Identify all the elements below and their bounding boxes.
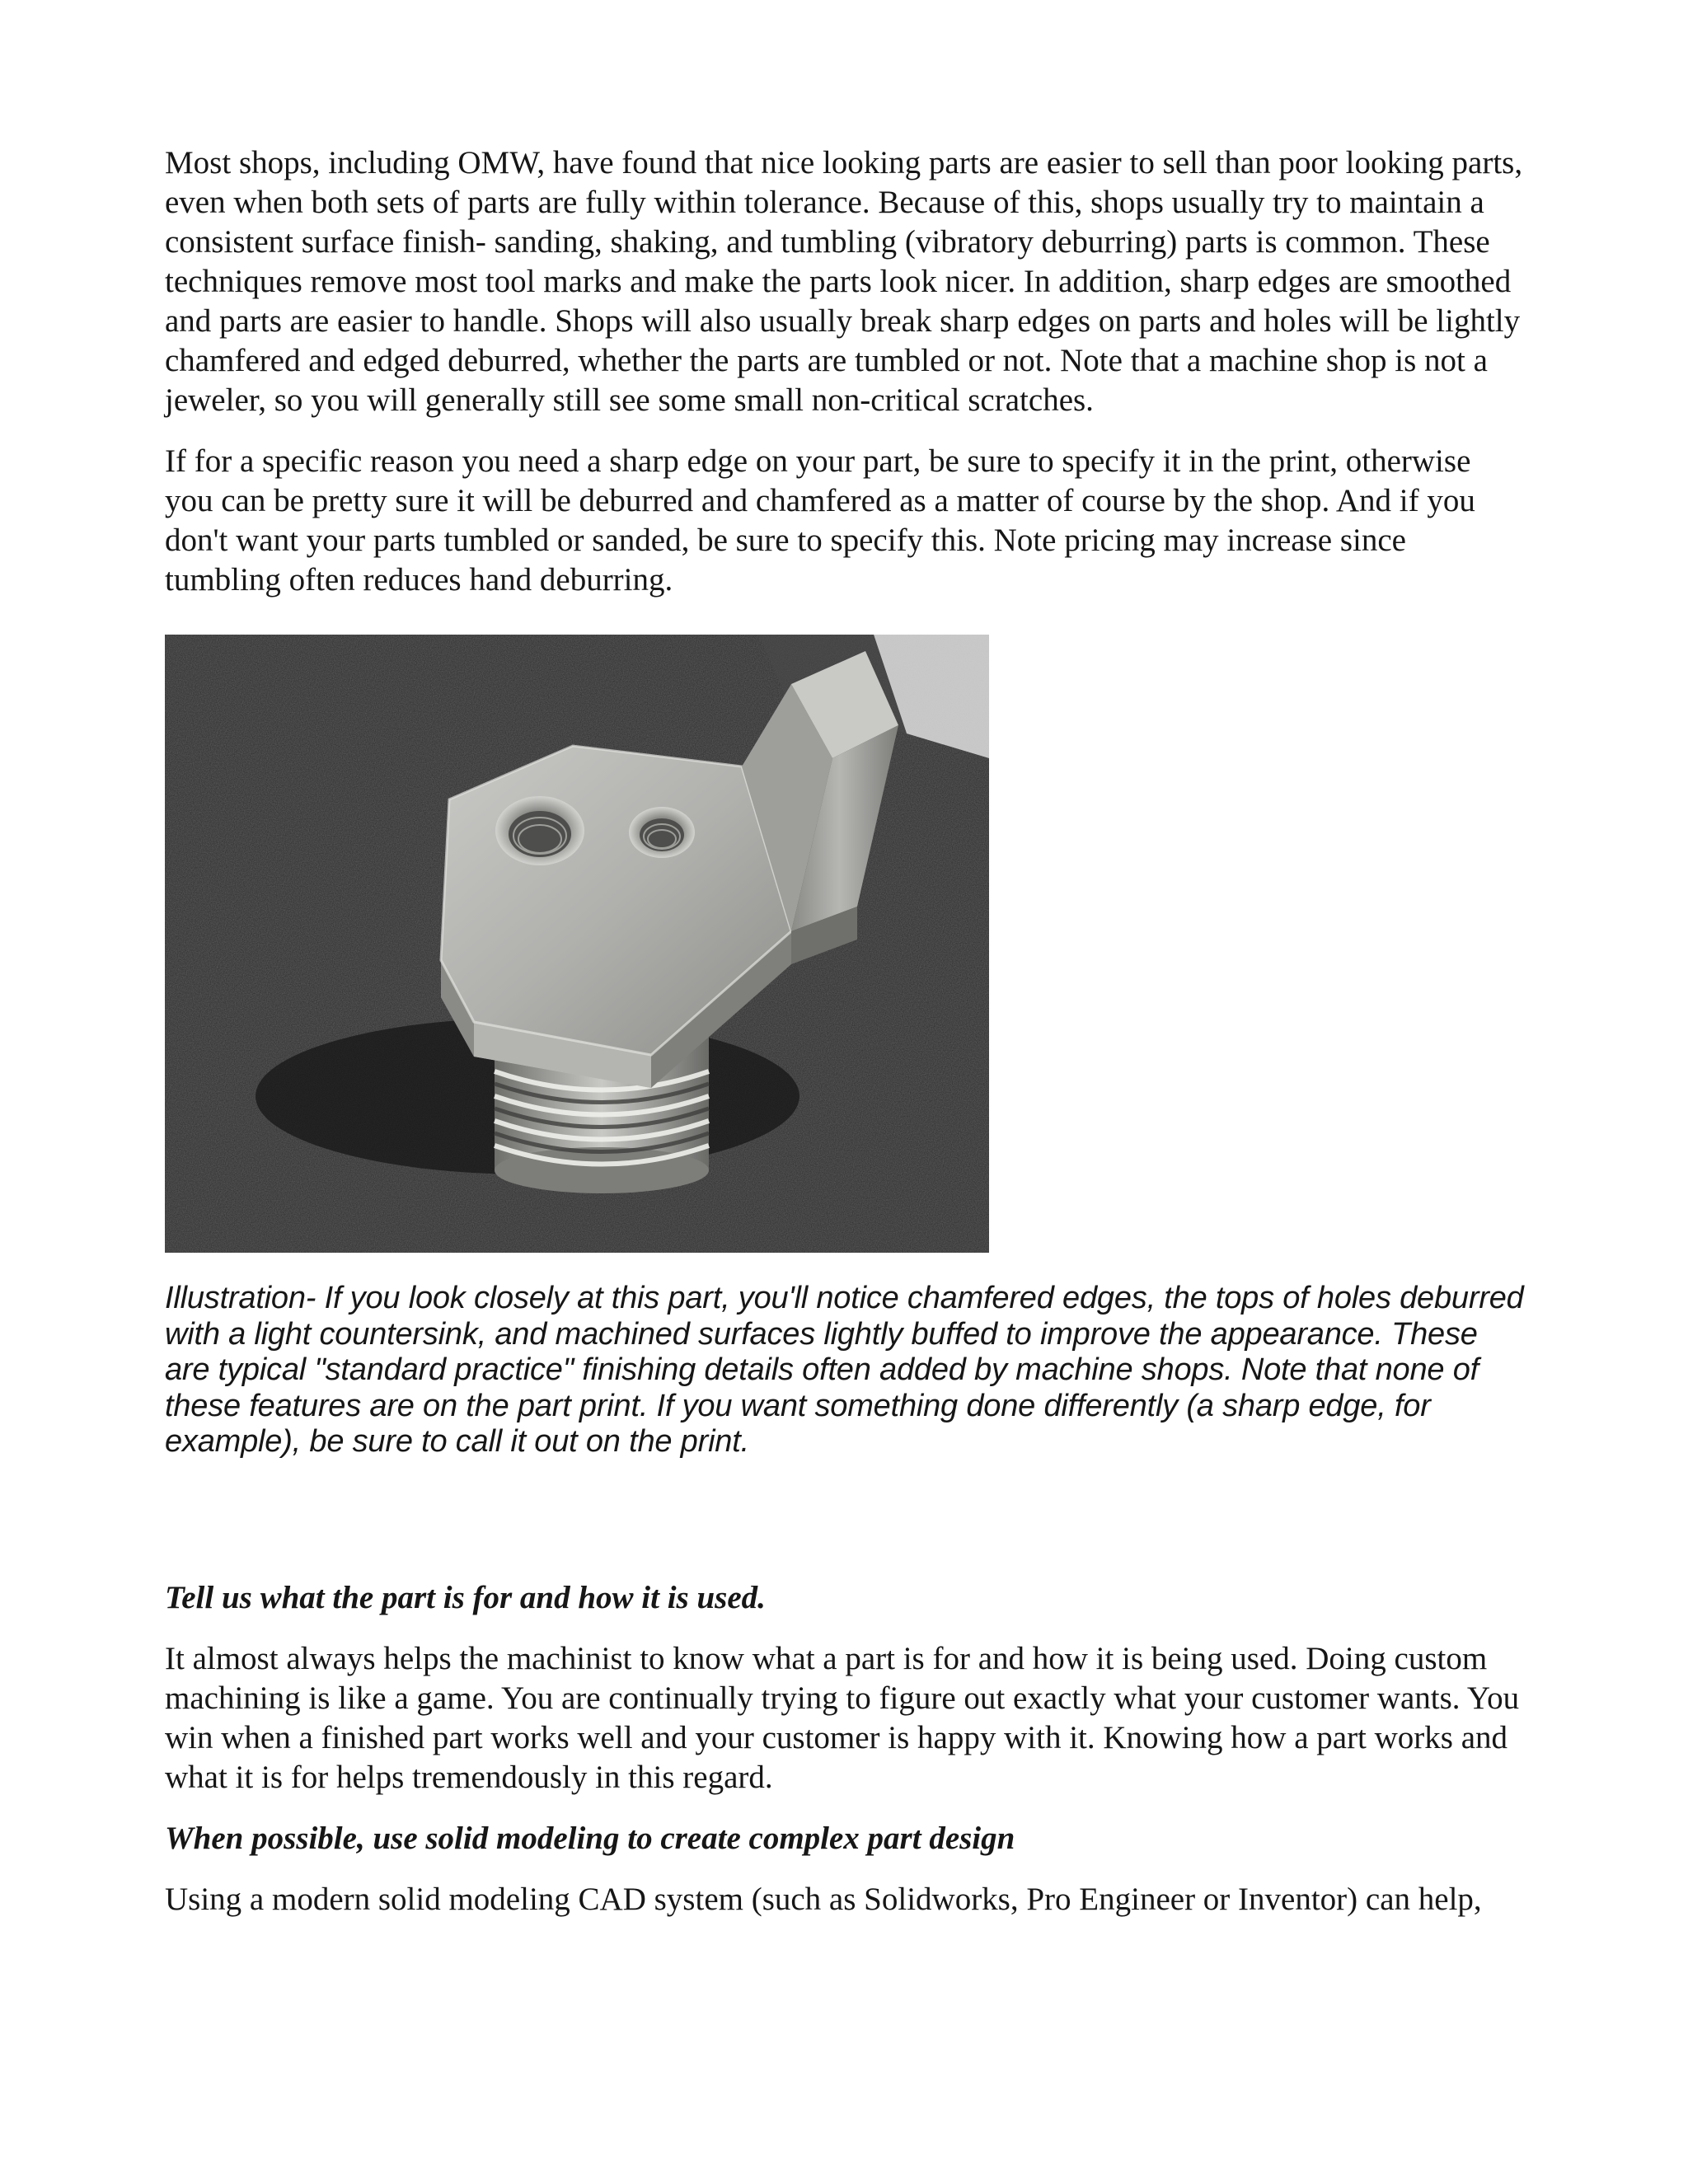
document-content <box>165 143 1525 1919</box>
paragraph-surface-finish: Most shops, including OMW, have found that nice looking parts are easier to sell than poor looking parts, even when both sets of parts are fully within tolerance. Because of this, shops usually try to maintain a consistent surface finish- sanding, shaking, and tumbling (vibratory deburring) parts is common. These techniques remove most tool marks and make the parts look nicer. In addition, sharp edges are smoothed and parts are easier to handle. Shops will also usually break sharp edges on parts and holes will be lightly chamfered and edged deburred, whether the parts are tumbled or not. Note that a machine shop is not a jeweler, so you will generally still see some small non-critical scratches. <box>165 145 1523 418</box>
paragraph-sharp-edge: If for a specific reason you need a sharp edge on your part, be sure to specify it in the print, otherwise you can be pretty sure it will be deburred and chamfered as a matter of course by the shop. And if you don't want your parts tumbled or sanded, be sure to specify this. Note pricing may increase since tumbling often reduces hand deburring. <box>165 443 1475 598</box>
paragraph-part-purpose: It almost always helps the machinist to know what a part is for and how it is being used. Doing custom machining is like a game. You are continually trying to figure out exactly what your customer wants. You win when a finished part works well and your customer is happy with it. Knowing how a part works and what it is for helps tremendously in this regard. <box>165 1640 1520 1795</box>
photo-caption: Illustration- If you look closely at this part, you'll notice chamfered edges, the tops of holes deburred with a light countersink, and machined surfaces lightly buffed to improve the appearance. These are typical "standard practice" finishing details often added by machine shops. Note that none of these features are on the part print. If you want something done differently (a sharp edge, for example), be sure to call it out on the print. <box>165 1281 1524 1459</box>
heading-solid-modeling: When possible, use solid modeling to create complex part design <box>165 1820 1015 1856</box>
paragraph-solid-modeling: Using a modern solid modeling CAD system (such as Solidworks, Pro Engineer or Inventor) can help, <box>165 1881 1482 1917</box>
heading-part-purpose: Tell us what the part is for and how it is used. <box>165 1579 766 1615</box>
machined-part-photo <box>165 635 989 1253</box>
